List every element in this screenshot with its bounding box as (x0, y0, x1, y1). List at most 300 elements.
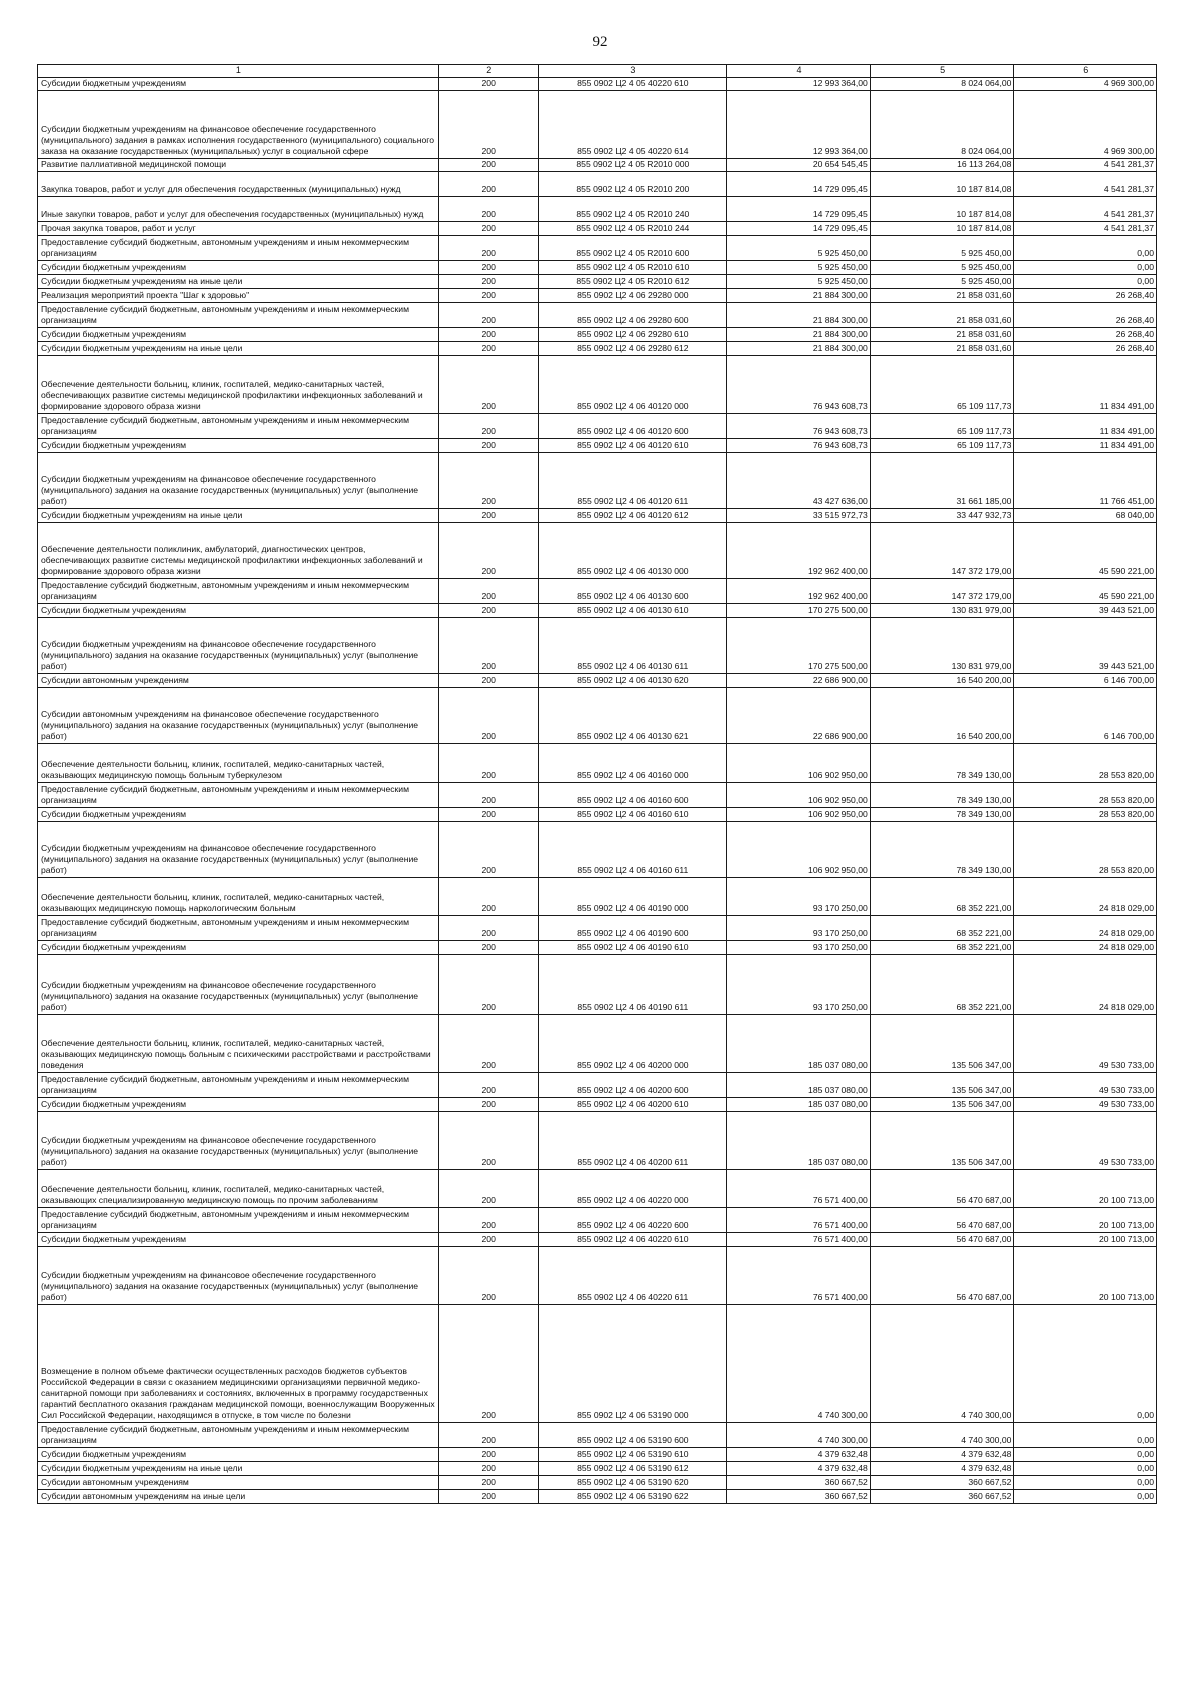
row-amount-remaining: 11 766 451,00 (1014, 453, 1157, 509)
row-amount-remaining: 20 100 713,00 (1014, 1247, 1157, 1305)
row-classification-code: 855 0902 Ц2 4 06 40130 621 (538, 688, 727, 744)
row-amount-executed: 16 540 200,00 (870, 688, 1014, 744)
row-classification-code: 855 0902 Ц2 4 06 40190 000 (538, 878, 727, 916)
row-amount-remaining: 4 541 281,37 (1014, 197, 1157, 222)
row-amount-remaining: 6 146 700,00 (1014, 674, 1157, 688)
row-amount-remaining: 0,00 (1014, 1423, 1157, 1448)
table-row (38, 808, 1157, 822)
row-amount-executed: 135 506 347,00 (870, 1015, 1014, 1073)
row-amount-approved: 20 654 545,45 (727, 159, 871, 172)
row-amount-executed: 135 506 347,00 (870, 1112, 1014, 1170)
table-row (38, 1490, 1157, 1504)
row-classification-code: 855 0902 Ц2 4 06 40130 611 (538, 618, 727, 674)
row-amount-approved: 192 962 400,00 (727, 579, 871, 604)
row-description: Субсидии бюджетным учреждениям на иные цели (38, 509, 439, 523)
column-header: 1 (38, 65, 439, 78)
row-amount-executed: 31 661 185,00 (870, 453, 1014, 509)
row-code: 200 (438, 1098, 538, 1112)
row-classification-code: 855 0902 Ц2 4 06 53190 612 (538, 1462, 727, 1476)
row-description: Обеспечение деятельности больниц, клиник, госпиталей, медико-санитарных частей, оказывающих медицинскую помощь больным туберкулезом (38, 744, 439, 783)
table-row (38, 356, 1157, 414)
row-amount-executed: 8 024 064,00 (870, 78, 1014, 91)
row-amount-approved: 76 943 608,73 (727, 439, 871, 453)
row-classification-code: 855 0902 Ц2 4 06 40200 611 (538, 1112, 727, 1170)
row-code: 200 (438, 941, 538, 955)
row-amount-remaining: 24 818 029,00 (1014, 955, 1157, 1015)
table-row (38, 172, 1157, 197)
row-amount-approved: 76 571 400,00 (727, 1208, 871, 1233)
row-amount-remaining: 0,00 (1014, 1305, 1157, 1423)
table-body (38, 65, 1157, 1504)
row-amount-remaining: 0,00 (1014, 1476, 1157, 1490)
row-code: 200 (438, 604, 538, 618)
row-amount-remaining: 45 590 221,00 (1014, 523, 1157, 579)
row-classification-code: 855 0902 Ц2 4 06 40160 611 (538, 822, 727, 878)
row-classification-code: 855 0902 Ц2 4 06 29280 610 (538, 328, 727, 342)
row-amount-executed: 21 858 031,60 (870, 289, 1014, 303)
table-row (38, 1448, 1157, 1462)
page-number: 92 (592, 34, 608, 50)
table-row (38, 941, 1157, 955)
row-amount-remaining: 28 553 820,00 (1014, 808, 1157, 822)
row-description: Обеспечение деятельности поликлиник, амбулаторий, диагностических центров, обеспечивающих развитие системы медицинской профилактики инфекционных заболеваний и формирование здорового образа жизни (38, 523, 439, 579)
row-amount-approved: 185 037 080,00 (727, 1098, 871, 1112)
row-amount-approved: 93 170 250,00 (727, 878, 871, 916)
row-code: 200 (438, 1423, 538, 1448)
table-row (38, 822, 1157, 878)
row-code: 200 (438, 172, 538, 197)
row-classification-code: 855 0902 Ц2 4 06 40200 610 (538, 1098, 727, 1112)
row-amount-remaining: 49 530 733,00 (1014, 1015, 1157, 1073)
row-classification-code: 855 0902 Ц2 4 06 40200 000 (538, 1015, 727, 1073)
row-amount-approved: 106 902 950,00 (727, 744, 871, 783)
table-row (38, 439, 1157, 453)
row-description: Предоставление субсидий бюджетным, автономным учреждениям и иным некоммерческим организациям (38, 303, 439, 328)
row-code: 200 (438, 439, 538, 453)
row-description: Субсидии бюджетным учреждениям (38, 328, 439, 342)
row-classification-code: 855 0902 Ц2 4 06 40120 610 (538, 439, 727, 453)
row-description: Обеспечение деятельности больниц, клиник, госпиталей, медико-санитарных частей, обеспечивающих развитие системы медицинской профилактики инфекционных заболеваний и формирование здорового образа жизни (38, 356, 439, 414)
row-amount-remaining: 0,00 (1014, 261, 1157, 275)
row-description: Возмещение в полном объеме фактически осуществленных расходов бюджетов субъектов Российской Федерации в связи с оказанием медицинскими организациями первичной медико-санитарной помощи при заболеваниях и состояниях, включенных в программу государственных гарантий бесплатного оказания гражданам медицинской помощи, военнослужащим Вооруженных Сил Российской Федерации, находящимся в отпуске, в том числе по болезни (38, 1305, 439, 1423)
row-classification-code: 855 0902 Ц2 4 06 29280 612 (538, 342, 727, 356)
row-description: Предоставление субсидий бюджетным, автономным учреждениям и иным некоммерческим организациям (38, 579, 439, 604)
row-code: 200 (438, 955, 538, 1015)
row-amount-executed: 5 925 450,00 (870, 236, 1014, 261)
row-amount-approved: 93 170 250,00 (727, 916, 871, 941)
row-amount-approved: 170 275 500,00 (727, 618, 871, 674)
row-description: Субсидии бюджетным учреждениям на финансовое обеспечение государственного (муниципального) задания на оказание государственных (муниципальных) услуг (выполнение работ) (38, 618, 439, 674)
row-amount-approved: 93 170 250,00 (727, 941, 871, 955)
row-amount-remaining: 11 834 491,00 (1014, 356, 1157, 414)
row-amount-approved: 22 686 900,00 (727, 674, 871, 688)
row-amount-approved: 76 571 400,00 (727, 1247, 871, 1305)
row-amount-remaining: 26 268,40 (1014, 303, 1157, 328)
table-row (38, 1423, 1157, 1448)
row-classification-code: 855 0902 Ц2 4 06 40220 611 (538, 1247, 727, 1305)
row-amount-remaining: 28 553 820,00 (1014, 744, 1157, 783)
row-amount-executed: 4 740 300,00 (870, 1423, 1014, 1448)
row-amount-approved: 14 729 095,45 (727, 222, 871, 236)
row-amount-executed: 65 109 117,73 (870, 439, 1014, 453)
row-classification-code: 855 0902 Ц2 4 06 40190 600 (538, 916, 727, 941)
table-row (38, 78, 1157, 91)
row-amount-remaining: 39 443 521,00 (1014, 604, 1157, 618)
table-row (38, 91, 1157, 159)
row-classification-code: 855 0902 Ц2 4 06 40220 000 (538, 1170, 727, 1208)
table-row (38, 1015, 1157, 1073)
table-row (38, 1462, 1157, 1476)
table-row (38, 1305, 1157, 1423)
row-description: Субсидии бюджетным учреждениям на финансовое обеспечение государственного (муниципального) задания на оказание государственных (муниципальных) услуг (выполнение работ) (38, 1247, 439, 1305)
row-description: Субсидии бюджетным учреждениям (38, 1448, 439, 1462)
table-row (38, 618, 1157, 674)
row-amount-remaining: 0,00 (1014, 275, 1157, 289)
table-row (38, 222, 1157, 236)
table-row (38, 289, 1157, 303)
table-row (38, 303, 1157, 328)
row-description: Иные закупки товаров, работ и услуг для обеспечения государственных (муниципальных) нужд (38, 197, 439, 222)
row-classification-code: 855 0902 Ц2 4 06 53190 600 (538, 1423, 727, 1448)
row-classification-code: 855 0902 Ц2 4 06 40220 600 (538, 1208, 727, 1233)
table-row (38, 1476, 1157, 1490)
table-row (38, 453, 1157, 509)
row-classification-code: 855 0902 Ц2 4 05 R2010 612 (538, 275, 727, 289)
row-description: Субсидии бюджетным учреждениям (38, 439, 439, 453)
table-row (38, 955, 1157, 1015)
row-description: Субсидии автономным учреждениям (38, 1476, 439, 1490)
row-code: 200 (438, 509, 538, 523)
row-amount-remaining: 24 818 029,00 (1014, 878, 1157, 916)
row-code: 200 (438, 1305, 538, 1423)
row-amount-approved: 21 884 300,00 (727, 289, 871, 303)
row-classification-code: 855 0902 Ц2 4 05 R2010 200 (538, 172, 727, 197)
row-classification-code: 855 0902 Ц2 4 06 29280 600 (538, 303, 727, 328)
row-amount-approved: 4 379 632,48 (727, 1448, 871, 1462)
row-code: 200 (438, 414, 538, 439)
row-description: Субсидии автономным учреждениям на финансовое обеспечение государственного (муниципального) задания на оказание государственных (муниципальных) услуг (выполнение работ) (38, 688, 439, 744)
row-code: 200 (438, 1476, 538, 1490)
row-description: Предоставление субсидий бюджетным, автономным учреждениям и иным некоммерческим организациям (38, 783, 439, 808)
row-amount-executed: 78 349 130,00 (870, 744, 1014, 783)
table-row (38, 275, 1157, 289)
row-amount-approved: 106 902 950,00 (727, 808, 871, 822)
row-code: 200 (438, 822, 538, 878)
row-amount-approved: 185 037 080,00 (727, 1112, 871, 1170)
table-row (38, 604, 1157, 618)
row-amount-approved: 360 667,52 (727, 1476, 871, 1490)
row-amount-approved: 5 925 450,00 (727, 236, 871, 261)
row-amount-executed: 4 740 300,00 (870, 1305, 1014, 1423)
row-description: Предоставление субсидий бюджетным, автономным учреждениям и иным некоммерческим организациям (38, 916, 439, 941)
row-amount-remaining: 39 443 521,00 (1014, 618, 1157, 674)
row-description: Субсидии бюджетным учреждениям на финансовое обеспечение государственного (муниципального) задания в рамках исполнения государственного (муниципального) социального заказа на оказание государственных (муниципальных) услуг в социальной сфере (38, 91, 439, 159)
row-amount-executed: 360 667,52 (870, 1490, 1014, 1504)
row-amount-executed: 10 187 814,08 (870, 222, 1014, 236)
row-amount-executed: 78 349 130,00 (870, 808, 1014, 822)
table-row (38, 197, 1157, 222)
row-amount-executed: 5 925 450,00 (870, 261, 1014, 275)
row-classification-code: 855 0902 Ц2 4 06 53190 610 (538, 1448, 727, 1462)
row-amount-remaining: 26 268,40 (1014, 342, 1157, 356)
row-amount-remaining: 4 541 281,37 (1014, 172, 1157, 197)
row-code: 200 (438, 356, 538, 414)
row-description: Субсидии бюджетным учреждениям (38, 261, 439, 275)
table-row (38, 261, 1157, 275)
table-row (38, 783, 1157, 808)
row-amount-approved: 93 170 250,00 (727, 955, 871, 1015)
table-row (38, 1233, 1157, 1247)
row-description: Субсидии бюджетным учреждениям (38, 808, 439, 822)
row-code: 200 (438, 618, 538, 674)
row-code: 200 (438, 1208, 538, 1233)
row-amount-approved: 14 729 095,45 (727, 197, 871, 222)
table-row (38, 1112, 1157, 1170)
row-code: 200 (438, 916, 538, 941)
row-classification-code: 855 0902 Ц2 4 06 40220 610 (538, 1233, 727, 1247)
row-code: 200 (438, 688, 538, 744)
row-amount-executed: 56 470 687,00 (870, 1247, 1014, 1305)
row-classification-code: 855 0902 Ц2 4 06 40160 000 (538, 744, 727, 783)
row-amount-executed: 68 352 221,00 (870, 955, 1014, 1015)
row-amount-approved: 43 427 636,00 (727, 453, 871, 509)
table-row (38, 674, 1157, 688)
row-amount-remaining: 49 530 733,00 (1014, 1073, 1157, 1098)
row-classification-code: 855 0902 Ц2 4 05 40220 610 (538, 78, 727, 91)
row-amount-approved: 360 667,52 (727, 1490, 871, 1504)
row-amount-remaining: 26 268,40 (1014, 328, 1157, 342)
row-code: 200 (438, 1462, 538, 1476)
row-classification-code: 855 0902 Ц2 4 06 29280 000 (538, 289, 727, 303)
column-header: 3 (538, 65, 727, 78)
row-description: Предоставление субсидий бюджетным, автономным учреждениям и иным некоммерческим организациям (38, 236, 439, 261)
table-row (38, 414, 1157, 439)
row-classification-code: 855 0902 Ц2 4 06 40120 612 (538, 509, 727, 523)
table-row (38, 878, 1157, 916)
column-number-header-row (38, 65, 1157, 78)
row-amount-approved: 5 925 450,00 (727, 275, 871, 289)
row-code: 200 (438, 236, 538, 261)
row-code: 200 (438, 91, 538, 159)
row-classification-code: 855 0902 Ц2 4 06 40120 611 (538, 453, 727, 509)
row-amount-executed: 68 352 221,00 (870, 916, 1014, 941)
row-code: 200 (438, 1490, 538, 1504)
row-amount-executed: 21 858 031,60 (870, 303, 1014, 328)
row-description: Развитие паллиативной медицинской помощи (38, 159, 439, 172)
row-amount-remaining: 0,00 (1014, 1448, 1157, 1462)
row-amount-executed: 78 349 130,00 (870, 822, 1014, 878)
table-row (38, 579, 1157, 604)
row-description: Предоставление субсидий бюджетным, автономным учреждениям и иным некоммерческим организациям (38, 1423, 439, 1448)
row-amount-executed: 68 352 221,00 (870, 941, 1014, 955)
row-amount-approved: 21 884 300,00 (727, 328, 871, 342)
row-amount-remaining: 68 040,00 (1014, 509, 1157, 523)
row-code: 200 (438, 453, 538, 509)
row-description: Субсидии бюджетным учреждениям на финансовое обеспечение государственного (муниципального) задания на оказание государственных (муниципальных) услуг (выполнение работ) (38, 1112, 439, 1170)
row-classification-code: 855 0902 Ц2 4 06 40130 620 (538, 674, 727, 688)
row-amount-executed: 33 447 932,73 (870, 509, 1014, 523)
row-amount-executed: 56 470 687,00 (870, 1208, 1014, 1233)
row-amount-approved: 22 686 900,00 (727, 688, 871, 744)
row-amount-remaining: 11 834 491,00 (1014, 439, 1157, 453)
row-classification-code: 855 0902 Ц2 4 06 40190 611 (538, 955, 727, 1015)
row-amount-executed: 16 113 264,08 (870, 159, 1014, 172)
row-code: 200 (438, 1448, 538, 1462)
row-code: 200 (438, 1170, 538, 1208)
row-amount-approved: 76 571 400,00 (727, 1170, 871, 1208)
table-row (38, 236, 1157, 261)
row-amount-remaining: 28 553 820,00 (1014, 783, 1157, 808)
row-amount-approved: 185 037 080,00 (727, 1073, 871, 1098)
row-description: Обеспечение деятельности больниц, клиник, госпиталей, медико-санитарных частей, оказывающих медицинскую помощь наркологическим больным (38, 878, 439, 916)
row-code: 200 (438, 197, 538, 222)
row-description: Прочая закупка товаров, работ и услуг (38, 222, 439, 236)
row-amount-approved: 106 902 950,00 (727, 783, 871, 808)
row-code: 200 (438, 1112, 538, 1170)
row-code: 200 (438, 261, 538, 275)
row-amount-executed: 8 024 064,00 (870, 91, 1014, 159)
row-amount-approved: 5 925 450,00 (727, 261, 871, 275)
row-description: Реализация мероприятий проекта "Шаг к здоровью" (38, 289, 439, 303)
row-amount-approved: 192 962 400,00 (727, 523, 871, 579)
table-row (38, 1098, 1157, 1112)
row-classification-code: 855 0902 Ц2 4 06 40160 600 (538, 783, 727, 808)
row-amount-executed: 21 858 031,60 (870, 328, 1014, 342)
row-amount-executed: 147 372 179,00 (870, 579, 1014, 604)
row-description: Субсидии бюджетным учреждениям (38, 78, 439, 91)
row-description: Субсидии бюджетным учреждениям на иные цели (38, 342, 439, 356)
row-amount-approved: 21 884 300,00 (727, 303, 871, 328)
row-classification-code: 855 0902 Ц2 4 05 R2010 244 (538, 222, 727, 236)
row-code: 200 (438, 1233, 538, 1247)
row-classification-code: 855 0902 Ц2 4 06 40130 600 (538, 579, 727, 604)
row-description: Субсидии автономным учреждениям (38, 674, 439, 688)
row-description: Субсидии бюджетным учреждениям на финансовое обеспечение государственного (муниципального) задания на оказание государственных (муниципальных) услуг (выполнение работ) (38, 822, 439, 878)
row-code: 200 (438, 1247, 538, 1305)
row-amount-remaining: 24 818 029,00 (1014, 941, 1157, 955)
row-classification-code: 855 0902 Ц2 4 05 R2010 610 (538, 261, 727, 275)
row-amount-executed: 4 379 632,48 (870, 1448, 1014, 1462)
row-description: Субсидии бюджетным учреждениям на иные цели (38, 1462, 439, 1476)
row-code: 200 (438, 275, 538, 289)
row-code: 200 (438, 328, 538, 342)
row-classification-code: 855 0902 Ц2 4 05 R2010 240 (538, 197, 727, 222)
row-code: 200 (438, 303, 538, 328)
table-row (38, 1247, 1157, 1305)
row-amount-remaining: 4 541 281,37 (1014, 159, 1157, 172)
row-classification-code: 855 0902 Ц2 4 06 40120 600 (538, 414, 727, 439)
row-amount-remaining: 49 530 733,00 (1014, 1112, 1157, 1170)
row-classification-code: 855 0902 Ц2 4 06 40190 610 (538, 941, 727, 955)
row-amount-remaining: 49 530 733,00 (1014, 1098, 1157, 1112)
row-amount-approved: 76 943 608,73 (727, 414, 871, 439)
row-amount-remaining: 20 100 713,00 (1014, 1170, 1157, 1208)
table-row (38, 1170, 1157, 1208)
table-row (38, 328, 1157, 342)
column-header: 2 (438, 65, 538, 78)
row-description: Субсидии автономным учреждениям на иные цели (38, 1490, 439, 1504)
row-amount-remaining: 0,00 (1014, 1462, 1157, 1476)
table-row (38, 916, 1157, 941)
row-classification-code: 855 0902 Ц2 4 06 53190 620 (538, 1476, 727, 1490)
table-row (38, 1073, 1157, 1098)
row-amount-remaining: 20 100 713,00 (1014, 1208, 1157, 1233)
table-row (38, 509, 1157, 523)
budget-table (37, 64, 1157, 1504)
row-amount-executed: 360 667,52 (870, 1476, 1014, 1490)
row-code: 200 (438, 159, 538, 172)
row-description: Предоставление субсидий бюджетным, автономным учреждениям и иным некоммерческим организациям (38, 1073, 439, 1098)
row-amount-executed: 130 831 979,00 (870, 604, 1014, 618)
row-classification-code: 855 0902 Ц2 4 06 40130 610 (538, 604, 727, 618)
row-amount-remaining: 4 541 281,37 (1014, 222, 1157, 236)
row-classification-code: 855 0902 Ц2 4 05 40220 614 (538, 91, 727, 159)
row-amount-remaining: 20 100 713,00 (1014, 1233, 1157, 1247)
row-amount-executed: 16 540 200,00 (870, 674, 1014, 688)
row-amount-executed: 10 187 814,08 (870, 172, 1014, 197)
row-amount-executed: 135 506 347,00 (870, 1098, 1014, 1112)
row-amount-remaining: 4 969 300,00 (1014, 78, 1157, 91)
row-description: Субсидии бюджетным учреждениям на финансовое обеспечение государственного (муниципального) задания на оказание государственных (муниципальных) услуг (выполнение работ) (38, 955, 439, 1015)
row-classification-code: 855 0902 Ц2 4 06 40160 610 (538, 808, 727, 822)
row-amount-approved: 170 275 500,00 (727, 604, 871, 618)
row-description: Предоставление субсидий бюджетным, автономным учреждениям и иным некоммерческим организациям (38, 414, 439, 439)
row-code: 200 (438, 744, 538, 783)
row-code: 200 (438, 289, 538, 303)
row-code: 200 (438, 674, 538, 688)
row-amount-remaining: 6 146 700,00 (1014, 688, 1157, 744)
row-description: Субсидии бюджетным учреждениям (38, 1098, 439, 1112)
table-row (38, 523, 1157, 579)
row-amount-remaining: 0,00 (1014, 1490, 1157, 1504)
table-row (38, 159, 1157, 172)
row-amount-executed: 65 109 117,73 (870, 356, 1014, 414)
row-description: Обеспечение деятельности больниц, клиник, госпиталей, медико-санитарных частей, оказывающих медицинскую помощь больным с психическими расстройствами и расстройствами поведения (38, 1015, 439, 1073)
row-amount-executed: 68 352 221,00 (870, 878, 1014, 916)
row-description: Субсидии бюджетным учреждениям (38, 1233, 439, 1247)
row-description: Субсидии бюджетным учреждениям на иные цели (38, 275, 439, 289)
row-amount-approved: 21 884 300,00 (727, 342, 871, 356)
row-classification-code: 855 0902 Ц2 4 06 40200 600 (538, 1073, 727, 1098)
row-amount-remaining: 26 268,40 (1014, 289, 1157, 303)
row-classification-code: 855 0902 Ц2 4 06 53190 622 (538, 1490, 727, 1504)
table-row (38, 688, 1157, 744)
row-amount-approved: 76 943 608,73 (727, 356, 871, 414)
row-code: 200 (438, 579, 538, 604)
row-amount-approved: 14 729 095,45 (727, 172, 871, 197)
row-code: 200 (438, 1073, 538, 1098)
row-description: Закупка товаров, работ и услуг для обеспечения государственных (муниципальных) нужд (38, 172, 439, 197)
column-header: 5 (870, 65, 1014, 78)
row-amount-approved: 12 993 364,00 (727, 78, 871, 91)
row-amount-approved: 4 740 300,00 (727, 1305, 871, 1423)
row-code: 200 (438, 78, 538, 91)
row-amount-approved: 12 993 364,00 (727, 91, 871, 159)
column-header: 4 (727, 65, 871, 78)
row-classification-code: 855 0902 Ц2 4 06 40120 000 (538, 356, 727, 414)
column-header: 6 (1014, 65, 1157, 78)
row-code: 200 (438, 222, 538, 236)
row-code: 200 (438, 808, 538, 822)
row-description: Обеспечение деятельности больниц, клиник, госпиталей, медико-санитарных частей, оказывающих специализированную медицинскую помощь по прочим заболеваниям (38, 1170, 439, 1208)
table-row (38, 744, 1157, 783)
row-classification-code: 855 0902 Ц2 4 05 R2010 600 (538, 236, 727, 261)
row-amount-approved: 185 037 080,00 (727, 1015, 871, 1073)
row-amount-executed: 4 379 632,48 (870, 1462, 1014, 1476)
table-row (38, 342, 1157, 356)
row-amount-executed: 130 831 979,00 (870, 618, 1014, 674)
row-description: Субсидии бюджетным учреждениям (38, 604, 439, 618)
